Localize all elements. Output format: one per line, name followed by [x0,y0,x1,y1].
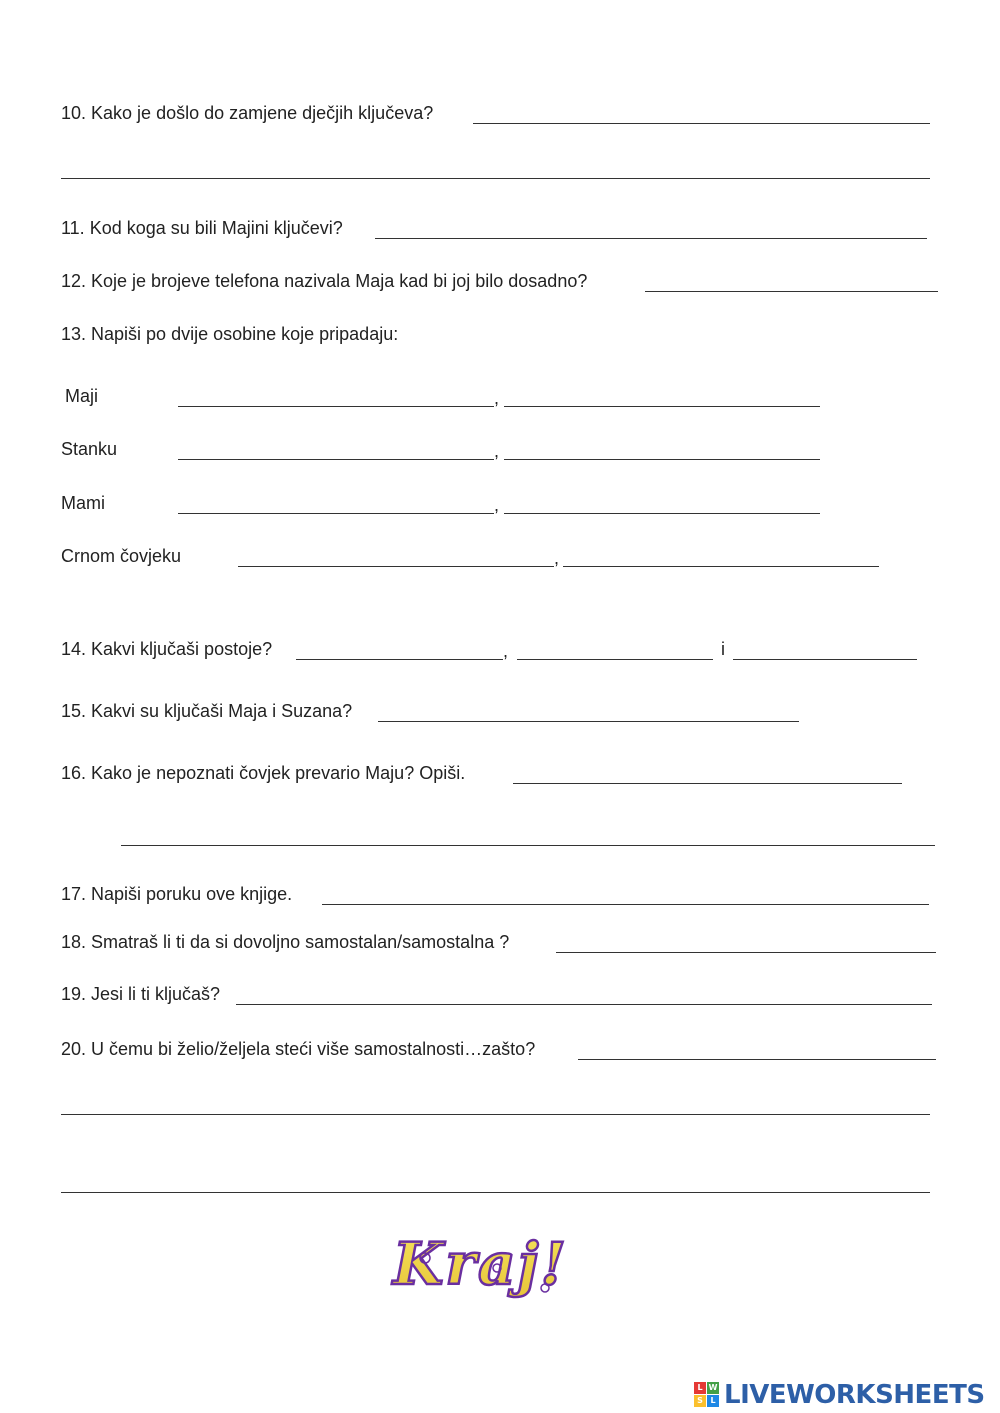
trait-label-stanku: Stanku [61,439,118,459]
kraj-text: Kraj! [393,1230,568,1298]
answer-blank-14a[interactable] [296,659,503,660]
question-17: 17. Napiši poruku ove knjige. [61,884,293,904]
trait-label-mami: Mami [61,493,105,513]
liveworksheets-footer [694,1378,994,1410]
answer-blank-14b[interactable] [517,659,713,660]
answer-blank-maji-2[interactable] [504,406,820,407]
comma: , [503,641,509,661]
answer-blank-16a[interactable] [513,783,902,784]
question-11: 11. Kod koga su bili Majini ključevi? [61,218,343,238]
trait-label-maji: Maji [65,386,99,406]
answer-blank-16b[interactable] [121,845,935,846]
answer-blank-crnom-2[interactable] [563,566,879,567]
answer-blank-stanku-1[interactable] [178,459,494,460]
answer-blank-12[interactable] [645,291,938,292]
question-15: 15. Kakvi su ključaši Maja i Suzana? [61,701,353,721]
answer-blank-mami-2[interactable] [504,513,820,514]
question-18: 18. Smatraš li ti da si dovoljno samostalan/samostalna ? [61,932,510,952]
answer-blank-10a[interactable] [473,123,930,124]
answer-blank-maji-1[interactable] [178,406,494,407]
question-20: 20. U čemu bi želio/željela steći više samostalnosti…zašto? [61,1039,536,1059]
trait-label-crnom-covjeku: Crnom čovjeku [61,546,182,566]
kraj-logo [385,1228,615,1308]
answer-blank-14c[interactable] [733,659,917,660]
comma: , [494,388,500,408]
logo-square-yellow: S [694,1395,706,1407]
question-19: 19. Jesi li ti ključaš? [61,984,221,1004]
answer-blank-17[interactable] [322,904,929,905]
liveworksheets-brand: LIVEWORKSHEETS [724,1380,985,1410]
logo-square-blue: L [707,1395,719,1407]
comma: , [554,548,560,568]
answer-blank-20b[interactable] [61,1114,930,1115]
comma: , [494,441,500,461]
answer-blank-19[interactable] [236,1004,932,1005]
answer-blank-mami-1[interactable] [178,513,494,514]
answer-blank-10b[interactable] [61,178,930,179]
liveworksheets-logo-icon [694,1382,720,1408]
kraj-logo-art [385,1228,615,1308]
answer-blank-stanku-2[interactable] [504,459,820,460]
logo-square-red: L [694,1382,706,1394]
answer-blank-20c[interactable] [61,1192,930,1193]
answer-blank-20a[interactable] [578,1059,936,1060]
answer-blank-15[interactable] [378,721,799,722]
answer-blank-crnom-1[interactable] [238,566,554,567]
question-12: 12. Koje je brojeve telefona nazivala Maja kad bi joj bilo dosadno? [61,271,588,291]
conjunction-i: i [721,639,725,659]
comma: , [494,495,500,515]
logo-square-green: W [708,1383,718,1392]
question-16: 16. Kako je nepoznati čovjek prevario Maju? Opiši. [61,763,466,783]
question-13: 13. Napiši po dvije osobine koje pripadaju: [61,324,399,344]
answer-blank-11[interactable] [375,238,927,239]
question-10: 10. Kako je došlo do zamjene dječjih ključeva? [61,103,434,123]
answer-blank-18[interactable] [556,952,936,953]
question-14: 14. Kakvi ključaši postoje? [61,639,273,659]
